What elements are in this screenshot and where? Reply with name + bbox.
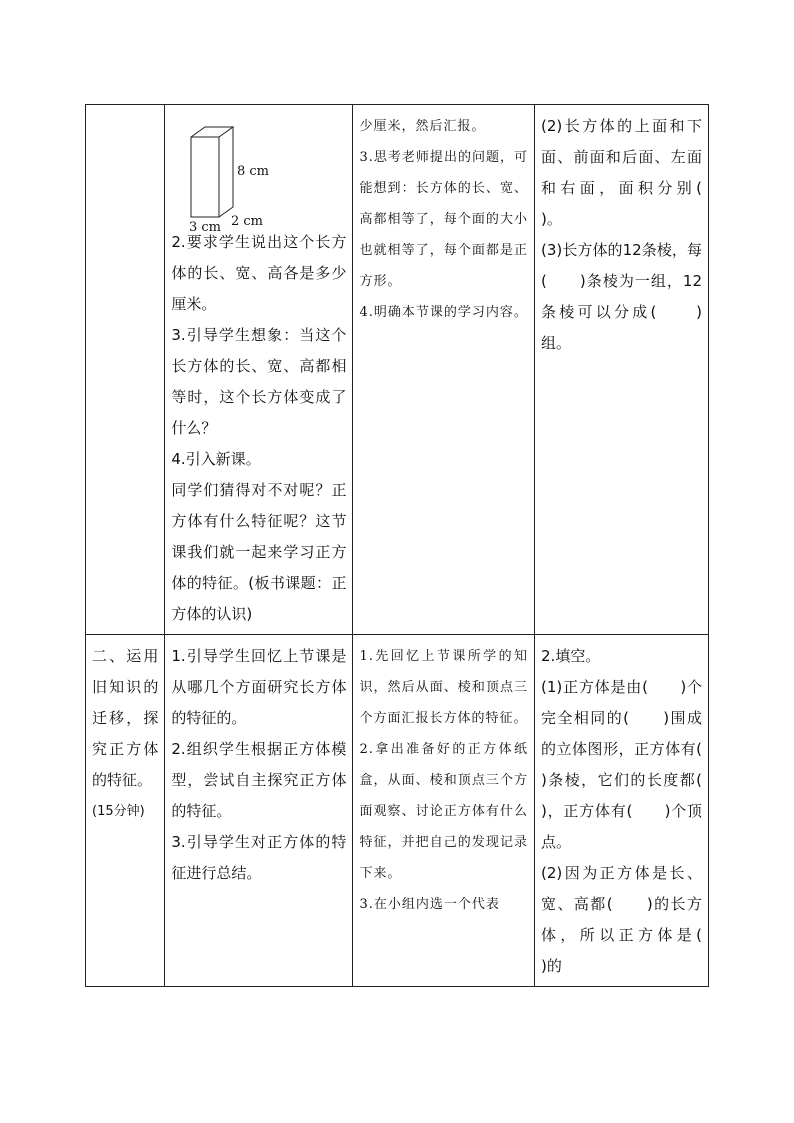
student-step: 少厘米，然后汇报。 (359, 119, 486, 134)
exercise-cell (535, 635, 733, 987)
teacher-step: 1.引导学生回忆上节课是从哪几个方面研究长方体的特征的。 (171, 647, 347, 727)
exercise-item: (2)因为正方体是长、宽、高都( )的长方体，所以正方体是( )的 (541, 864, 733, 975)
exercise-item: (1)正方体是由( )个完全相同的( )围成的立体图形，正方体有( )条棱，它们的长度都( )，正方体有( )个顶点。 (541, 678, 733, 851)
student-activity-cell (353, 105, 535, 635)
student-step: 4.明确本节课的学习内容。 (359, 305, 528, 320)
exercise-cell (535, 105, 733, 635)
length-label: 3 cm (189, 220, 222, 235)
table-row (86, 105, 709, 635)
height-label: 8 cm (237, 164, 270, 179)
teacher-step: 同学们猜得对不对呢？正方体有什么特征呢？这节课我们就一起来学习正方体的特征。(板书课题：正方体的认识) (171, 481, 347, 623)
teacher-step: 2.要求学生说出这个长方体的长、宽、高各是多少厘米。 (171, 233, 347, 313)
stage-cell (86, 635, 165, 987)
teacher-step: 3.引导学生想象：当这个长方体的长、宽、高都相等时，这个长方体变成了什么？ (171, 326, 347, 437)
teacher-step: 4.引入新课。 (171, 450, 261, 468)
stage-time: (15分钟) (92, 804, 145, 819)
stage-cell (86, 105, 165, 635)
teacher-step: 3.引导学生对正方体的特征进行总结。 (171, 833, 347, 882)
teacher-activity-cell (165, 105, 353, 635)
teacher-step: 2.组织学生根据正方体模型，尝试自主探究正方体的特征。 (171, 740, 347, 820)
table-row (86, 635, 709, 987)
stage-title: 二、运用旧知识的迁移，探究正方体的特征。 (92, 647, 159, 789)
student-step: 2.拿出准备好的正方体纸盒，从面、棱和顶点三个方面观察、讨论正方体有什么特征，并把自己的发现记录下来。 (359, 742, 529, 881)
cuboid-figure (183, 115, 293, 235)
exercise-item: 2.填空。 (541, 647, 601, 665)
student-step: 1.先回忆上节课所学的知识，然后从面、棱和顶点三个方面汇报长方体的特征。 (359, 649, 529, 726)
exercise-item: (2)长方体的上面和下面、前面和后面、左面和右面，面积分别( )。 (541, 117, 733, 228)
width-label: 2 cm (231, 214, 264, 229)
teacher-activity-cell (165, 635, 353, 987)
student-step: 3.在小组内选一个代表 (359, 897, 500, 912)
student-activity-cell (353, 635, 535, 987)
exercise-item: (3)长方体的12条棱，每( )条棱为一组，12条棱可以分成( )组。 (541, 241, 702, 352)
lesson-plan-table (85, 104, 733, 987)
student-step: 3.思考老师提出的问题，可能想到：长方体的长、宽、高都相等了，每个面的大小也就相等了，每个面都是正方形。 (359, 150, 529, 289)
